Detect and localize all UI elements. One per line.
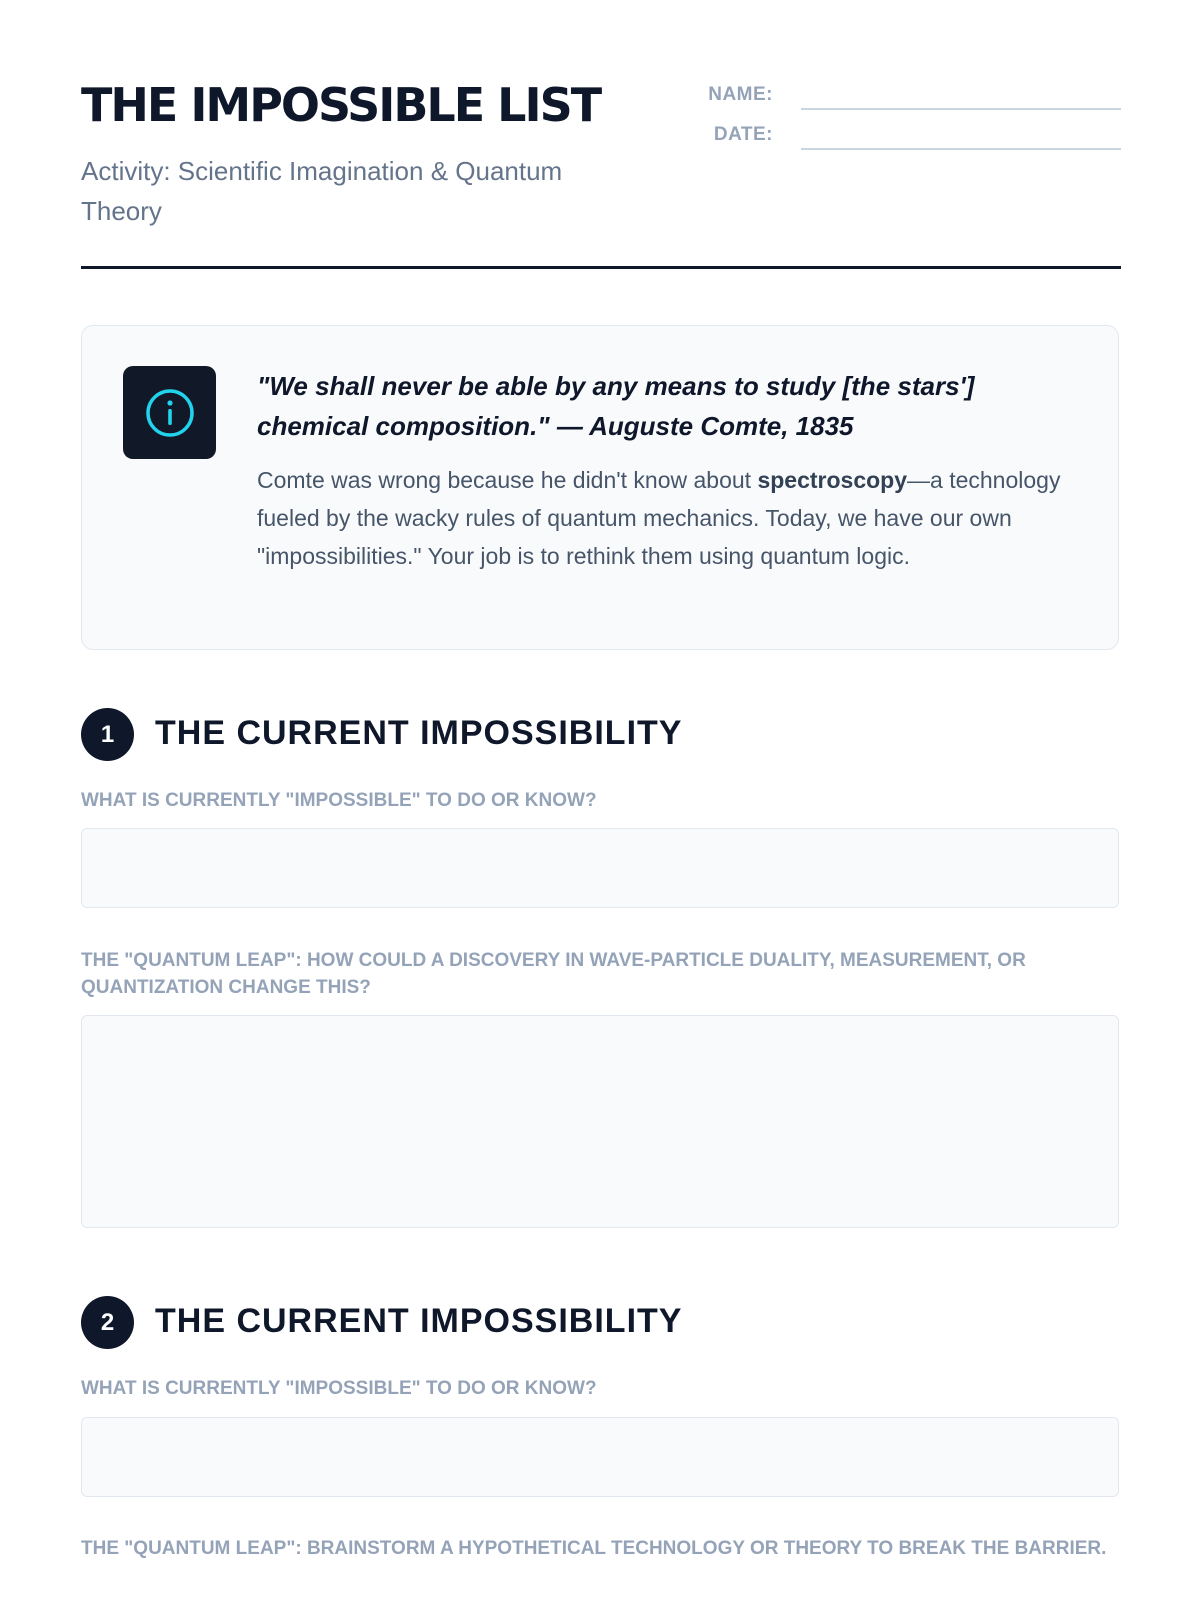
info-body-text xyxy=(257,461,1077,575)
section-title: THE CURRENT IMPOSSIBILITY xyxy=(155,714,683,752)
info-callout xyxy=(81,325,1119,650)
name-field-row xyxy=(681,80,1121,110)
section-title: THE CURRENT IMPOSSIBILITY xyxy=(155,1302,683,1340)
date-field[interactable] xyxy=(801,122,1121,150)
section-number-badge: 1 xyxy=(81,708,134,761)
name-label: NAME: xyxy=(708,84,773,105)
name-field[interactable] xyxy=(801,82,1121,110)
info-body-before: Comte was wrong because he didn't know about xyxy=(257,467,758,493)
header-divider xyxy=(81,266,1121,269)
section-2-question-2-label: THE "QUANTUM LEAP": BRAINSTORM A HYPOTHETICAL TECHNOLOGY OR THEORY TO BREAK THE BARRIER. xyxy=(81,1538,1107,1559)
section-2-header xyxy=(81,1296,1121,1350)
date-label: DATE: xyxy=(713,124,773,145)
section-2-answer-1-field[interactable] xyxy=(81,1417,1119,1497)
section-1-question-1-label: WHAT IS CURRENTLY "IMPOSSIBLE" TO DO OR KNOW? xyxy=(81,790,597,811)
section-1-answer-1-field[interactable] xyxy=(81,828,1119,908)
date-field-row xyxy=(681,120,1121,150)
info-circle-icon xyxy=(145,388,195,438)
section-1-question-2-label: THE "QUANTUM LEAP": HOW COULD A DISCOVERY IN WAVE-PARTICLE DUALITY, MEASUREMENT, OR QUANTIZATION CHANGE THIS? xyxy=(81,950,1026,998)
info-body-bold: spectroscopy xyxy=(757,467,908,493)
info-icon-badge xyxy=(123,366,216,459)
info-body-after: —a technology fueled by the wacky rules of quantum mechanics. Today, we have our own "impossibilities." Your job is to rethink them using quantum logic. xyxy=(257,467,1061,569)
activity-subtitle: Activity: Scientific Imagination & Quantum Theory xyxy=(81,156,563,226)
section-2-question-1-label: WHAT IS CURRENTLY "IMPOSSIBLE" TO DO OR KNOW? xyxy=(81,1378,597,1399)
comte-quote: "We shall never be able by any means to study [the stars'] chemical composition." — Auguste Comte, 1835 xyxy=(257,371,975,441)
page-title: THE IMPOSSIBLE LIST xyxy=(81,78,601,132)
section-1-header xyxy=(81,708,1121,762)
section-1-answer-2-field[interactable] xyxy=(81,1015,1119,1228)
section-number-badge: 2 xyxy=(81,1296,134,1349)
